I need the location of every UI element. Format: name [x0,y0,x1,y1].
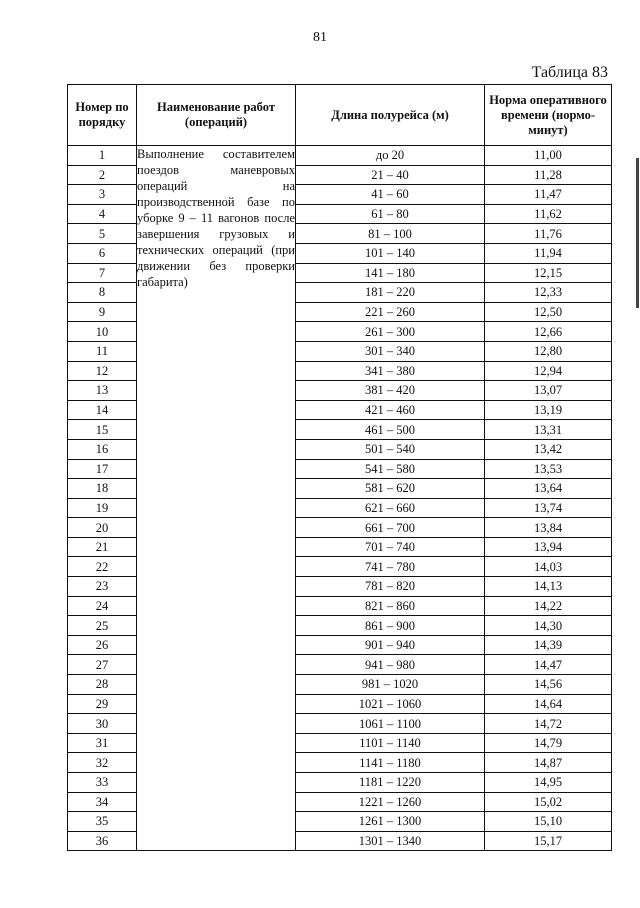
half-trip-length: 541 – 580 [296,459,485,479]
half-trip-length: 261 – 300 [296,322,485,342]
work-description: Выполнение составителем поездов маневровых операций на производственной базе по уборке 9 – 11 вагонов после завершения грузовых и технических операций (при движении без проверки габарита) [137,146,296,851]
row-number: 20 [68,518,137,538]
half-trip-length: 21 – 40 [296,165,485,185]
half-trip-length: 981 – 1020 [296,675,485,695]
header-norm: Норма оперативного времени (нормо-минут) [485,85,612,146]
norm-minutes: 14,39 [485,635,612,655]
row-number: 24 [68,596,137,616]
row-number: 34 [68,792,137,812]
row-number: 1 [68,146,137,166]
norm-minutes: 14,95 [485,773,612,793]
row-number: 29 [68,694,137,714]
half-trip-length: 1061 – 1100 [296,714,485,734]
norm-minutes: 14,22 [485,596,612,616]
row-number: 23 [68,577,137,597]
half-trip-length: 741 – 780 [296,557,485,577]
row-number: 12 [68,361,137,381]
norm-minutes: 14,13 [485,577,612,597]
row-number: 26 [68,635,137,655]
row-number: 19 [68,498,137,518]
table-caption: Таблица 83 [531,64,608,81]
norm-minutes: 13,74 [485,498,612,518]
row-number: 9 [68,302,137,322]
half-trip-length: 861 – 900 [296,616,485,636]
norm-minutes: 15,17 [485,831,612,851]
norm-minutes: 12,50 [485,302,612,322]
norm-minutes: 13,94 [485,537,612,557]
row-number: 31 [68,733,137,753]
norm-minutes: 11,28 [485,165,612,185]
header-length: Длина полурейса (м) [296,85,485,146]
row-number: 10 [68,322,137,342]
row-number: 18 [68,479,137,499]
row-number: 4 [68,204,137,224]
row-number: 35 [68,812,137,832]
row-number: 6 [68,243,137,263]
norm-minutes: 15,02 [485,792,612,812]
half-trip-length: 221 – 260 [296,302,485,322]
half-trip-length: 1301 – 1340 [296,831,485,851]
half-trip-length: 781 – 820 [296,577,485,597]
norm-minutes: 11,00 [485,146,612,166]
half-trip-length: 621 – 660 [296,498,485,518]
norm-minutes: 13,64 [485,479,612,499]
row-number: 2 [68,165,137,185]
row-number: 7 [68,263,137,283]
half-trip-length: 1021 – 1060 [296,694,485,714]
norm-minutes: 13,84 [485,518,612,538]
norm-minutes: 13,07 [485,381,612,401]
half-trip-length: 61 – 80 [296,204,485,224]
norm-minutes: 12,80 [485,341,612,361]
half-trip-length: 821 – 860 [296,596,485,616]
half-trip-length: до 20 [296,146,485,166]
row-number: 13 [68,381,137,401]
norm-minutes: 11,47 [485,185,612,205]
table-body [68,146,612,851]
row-number: 27 [68,655,137,675]
norm-minutes: 14,72 [485,714,612,734]
row-number: 28 [68,675,137,695]
norm-minutes: 14,79 [485,733,612,753]
norm-minutes: 14,56 [485,675,612,695]
norm-minutes: 13,42 [485,439,612,459]
row-number: 11 [68,341,137,361]
row-number: 32 [68,753,137,773]
half-trip-length: 421 – 460 [296,400,485,420]
row-number: 36 [68,831,137,851]
half-trip-length: 941 – 980 [296,655,485,675]
norm-minutes: 14,03 [485,557,612,577]
norm-minutes: 12,94 [485,361,612,381]
half-trip-length: 141 – 180 [296,263,485,283]
half-trip-length: 461 – 500 [296,420,485,440]
row-number: 25 [68,616,137,636]
norm-minutes: 14,30 [485,616,612,636]
page-number: 81 [313,30,327,45]
scan-edge-mark [636,158,639,308]
row-number: 21 [68,537,137,557]
half-trip-length: 501 – 540 [296,439,485,459]
row-number: 17 [68,459,137,479]
half-trip-length: 181 – 220 [296,283,485,303]
half-trip-length: 101 – 140 [296,243,485,263]
norm-minutes: 12,66 [485,322,612,342]
row-number: 15 [68,420,137,440]
half-trip-length: 81 – 100 [296,224,485,244]
half-trip-length: 661 – 700 [296,518,485,538]
norm-minutes: 11,76 [485,224,612,244]
norm-minutes: 13,53 [485,459,612,479]
row-number: 3 [68,185,137,205]
half-trip-length: 1261 – 1300 [296,812,485,832]
half-trip-length: 701 – 740 [296,537,485,557]
row-number: 16 [68,439,137,459]
norm-minutes: 13,19 [485,400,612,420]
norm-minutes: 14,64 [485,694,612,714]
norm-table [67,84,612,851]
norm-minutes: 15,10 [485,812,612,832]
row-number: 22 [68,557,137,577]
half-trip-length: 41 – 60 [296,185,485,205]
table-row [68,146,612,166]
row-number: 14 [68,400,137,420]
half-trip-length: 1181 – 1220 [296,773,485,793]
row-number: 8 [68,283,137,303]
half-trip-length: 901 – 940 [296,635,485,655]
row-number: 33 [68,773,137,793]
row-number: 30 [68,714,137,734]
half-trip-length: 381 – 420 [296,381,485,401]
norm-minutes: 14,87 [485,753,612,773]
header-number: Номер по порядку [68,85,137,146]
norm-minutes: 13,31 [485,420,612,440]
half-trip-length: 1101 – 1140 [296,733,485,753]
norm-minutes: 11,62 [485,204,612,224]
norm-minutes: 14,47 [485,655,612,675]
norm-minutes: 12,15 [485,263,612,283]
norm-minutes: 12,33 [485,283,612,303]
row-number: 5 [68,224,137,244]
half-trip-length: 341 – 380 [296,361,485,381]
header-work: Наименование работ (операций) [137,85,296,146]
header-row [68,85,612,146]
half-trip-length: 1221 – 1260 [296,792,485,812]
norm-minutes: 11,94 [485,243,612,263]
half-trip-length: 301 – 340 [296,341,485,361]
half-trip-length: 581 – 620 [296,479,485,499]
half-trip-length: 1141 – 1180 [296,753,485,773]
